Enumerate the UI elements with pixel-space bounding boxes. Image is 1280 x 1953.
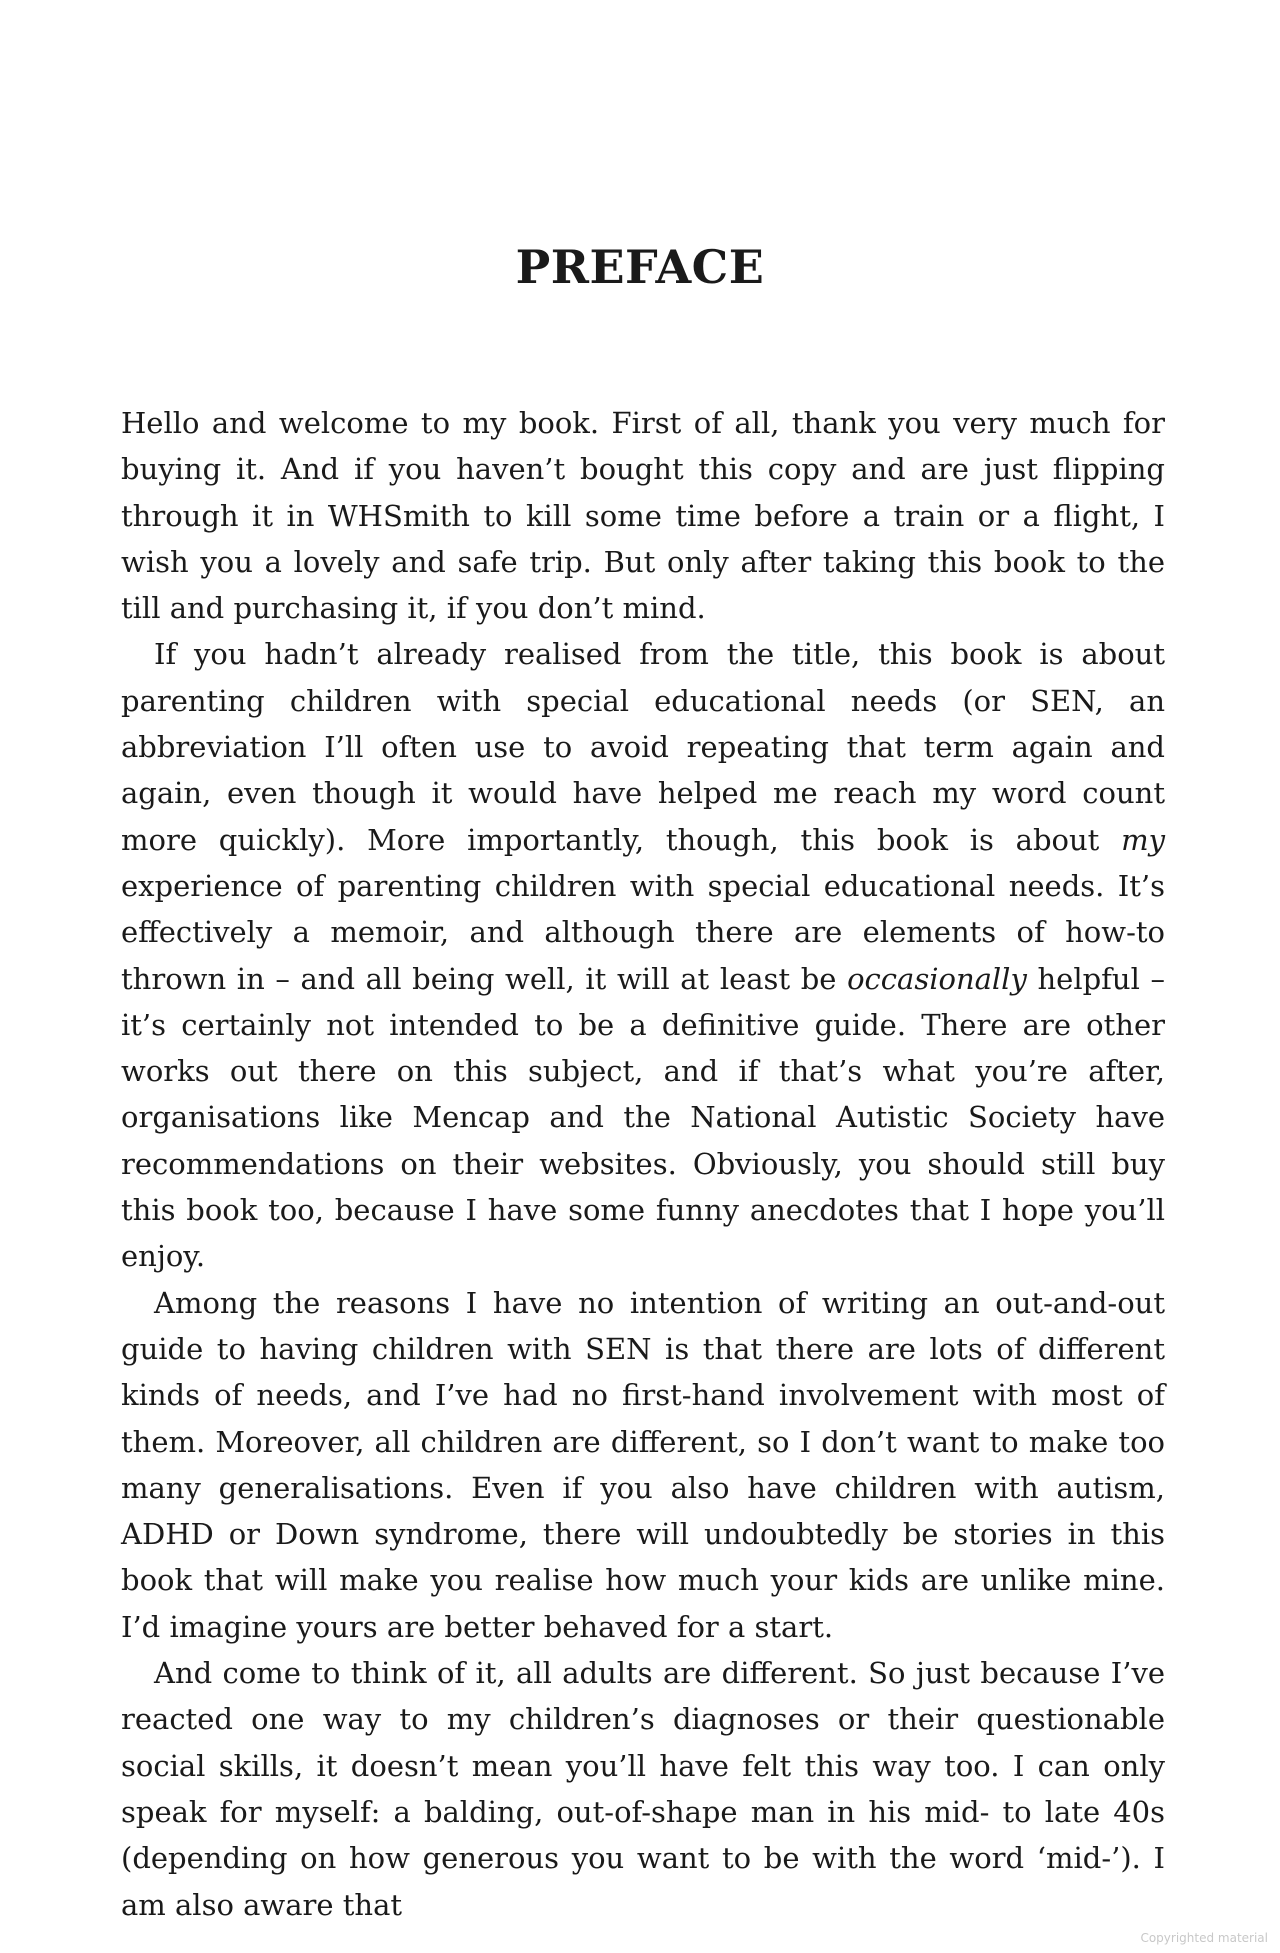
paragraph-3: Among the reasons I have no intention of writing an out-and-out guide to having children with SEN is that there are lots of different kinds of needs, and I’ve had no first-hand involvement with most of them. Moreover, all children are different, so I don’t want to make too many generalisations. Even if you also have children with autism, ADHD or Down syndrome, there will undoubtedly be stories in this book that will make you realise how much your kids are unlike mine. I’d imagine yours are better behaved for a start.: [121, 1285, 1165, 1644]
paragraph-2: [121, 631, 1165, 1279]
paragraph-2-part-2: experience of parenting children with special educational needs. It’s effectively a memoir, and although there are elements of how-to thrown in – and all being well, it will at least be: [121, 868, 1165, 996]
emphasis-occasionally: occasionally: [847, 961, 1027, 996]
paragraph-2-part-1: If you hadn’t already realised from the title, this book is about parenting children with special educational needs (or SEN, an abbreviation I’ll often use to avoid repeating that term again and again, even though it would have helped me reach my word count more quickly). More importantly, though, this book is about: [121, 637, 1165, 857]
paragraph-4: And come to think of it, all adults are different. So just because I’ve reacted one way to my children’s diagnoses or their questionable social skills, it doesn’t mean you’ll have felt this way too. I can only speak for myself: a balding, out-of-shape man in his mid- to late 40s (depending on how generous you want to be with the word ‘mid-’). I am also aware that: [121, 1656, 1165, 1922]
paragraph-1: Hello and welcome to my book. First of all, thank you very much for buying it. And if you haven’t bought this copy and are just flipping through it in WHSmith to kill some time before a train or a flight, I wish you a lovely and safe trip. But only after taking this book to the till and purchasing it, if you don’t mind.: [121, 406, 1165, 626]
chapter-body: [121, 400, 1165, 1928]
copyright-watermark: Copyrighted material: [1140, 1931, 1268, 1945]
chapter-title: PREFACE: [515, 240, 765, 294]
paragraph-2-part-3: helpful – it’s certainly not intended to be a definitive guide. There are other works out there on this subject, and if that’s what you’re after, organisations like Mencap and the National Autistic Society have recommendations on their websites. Obviously, you should still buy this book too, because I have some funny anecdotes that I hope you’ll enjoy.: [121, 961, 1165, 1274]
emphasis-my: my: [1121, 822, 1165, 857]
